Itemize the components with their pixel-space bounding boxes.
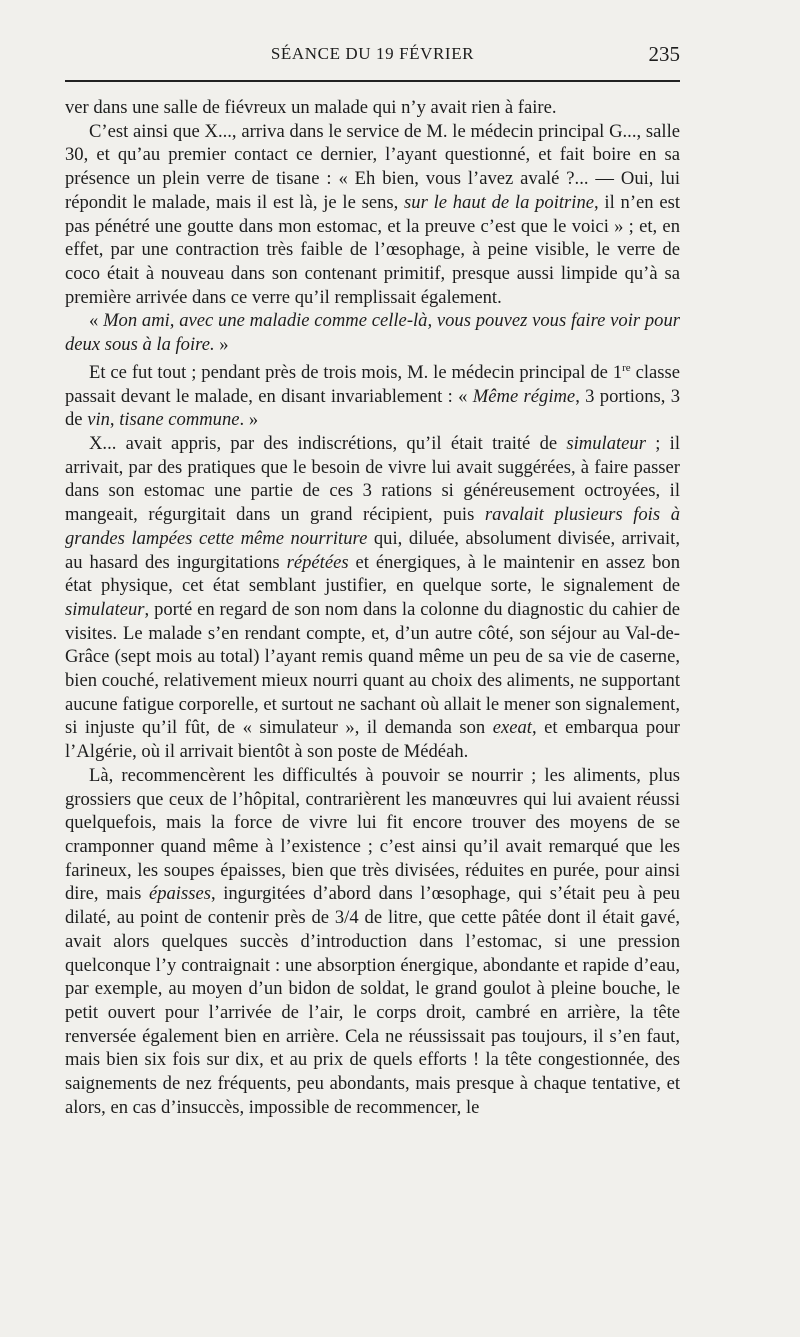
text-run: » xyxy=(214,334,229,356)
text-run: Là, recommencèrent les difficultés à pouvoir se nourrir ; les aliments, plus grossiers que ceux de l’hôpital, contrarièrent les manœuvres qui lui avaient réussi quelquefois, mais la force de vivre lui fit encore trouver des moyens de se cramponner quand même à l’existence ; c’est ainsi qu’il avait remarqué que les farineux, les soupes épaisses, bien que très divisées, réduites en purée, pour ainsi dire, mais xyxy=(65,764,680,905)
page-number: 235 xyxy=(648,42,680,66)
text-run: « xyxy=(89,310,104,332)
paragraph xyxy=(65,357,680,432)
body-text xyxy=(65,96,680,1119)
italic-run: exeat xyxy=(492,717,532,739)
italic-run: répétées xyxy=(286,551,349,573)
page-header xyxy=(65,44,680,74)
text-run: . » xyxy=(239,409,259,431)
paragraph xyxy=(65,764,680,1120)
paragraph xyxy=(65,309,680,356)
running-title: SÉANCE DU 19 FÉVRIER xyxy=(270,44,475,63)
text-run: X... avait appris, par des indiscrétions, qu’il était traité de xyxy=(89,433,567,455)
italic-run: sur le haut de la poitrine xyxy=(404,191,595,213)
text-run: ; il arrivait, par des pratiques que le besoin de vivre lui avait suggérées, à faire passer dans son estomac une partie de ces 3 rations si généreusement octroyées, il mangeait, régurgitait dans un grand récipient, puis xyxy=(65,433,680,526)
italic-run: simulateur xyxy=(566,433,646,455)
text-run: , xyxy=(109,409,120,431)
italic-run: simulateur xyxy=(65,598,145,620)
paragraph xyxy=(65,432,680,764)
text-run: , et embarqua pour l’Algérie, où il arrivait bientôt à son poste de Médéah. xyxy=(65,717,680,763)
text-run: Et ce fut tout ; pendant près de trois mois, M. le médecin principal de 1 xyxy=(89,361,623,383)
text-run: C’est ainsi que X..., arriva dans le service de M. le médecin principal G..., salle 30, et qu’au premier contact ce dernier, l’ayant questionné, et fait boire en sa présence un plein verre de tisane : « Eh bien, vous l’avez avalé ?... — Oui, lui répondit le malade, mais il est là, je le sens, xyxy=(65,120,680,213)
text-run: , ingurgitées d’abord dans l’œsophage, qui s’était peu à peu dilaté, au point de contenir près de 3/4 de litre, que cette pâtée dont il était gavé, avait alors quelques succès d’introduction dans l’estomac, si une pression quelconque l’y contraignait : une absorption énergique, abondante et rapide d’eau, par exemple, au moyen d’un bidon de soldat, le grand goulot à pleine bouche, le petit ouvert pour l’arrivée de l’air, le corps droit, cambré en arrière, la tête renversée également bien en arrière. Cela ne réussissait pas toujours, il s’en faut, mais bien six fois sur dix, et au prix de quels efforts ! la tête congestionnée, des saignements de nez fréquents, peu abondants, mais presque à chaque tentative, et alors, en cas d’insuccès, impossible de recommencer, le xyxy=(65,883,680,1118)
italic-run: Même régime xyxy=(472,385,576,407)
text-run: qui, diluée, absolument divisée, arrivait, au hasard des ingurgitations xyxy=(65,527,680,573)
superscript-run: re xyxy=(622,361,631,374)
italic-run: ravalait plusieurs fois à grandes lampées cette même nourriture xyxy=(65,504,680,549)
italic-run: Mon ami, avec une maladie comme celle-là, vous pouvez vous faire voir pour deux sous à la foire. xyxy=(65,310,680,356)
header-rule xyxy=(65,80,680,82)
italic-run: tisane commune xyxy=(119,409,240,431)
text-run: ver dans une salle de fiévreux un malade qui n’y avait rien à faire. xyxy=(65,97,557,118)
text-run: , 3 portions, 3 de xyxy=(65,385,681,431)
italic-run: vin xyxy=(87,409,110,431)
text-run: et énergiques, à le maintenir en assez bon état physique, cet état semblant justifier, en quelque sorte, le signalement de xyxy=(65,551,680,597)
paragraph xyxy=(65,96,680,120)
text-run: , il n’en est pas pénétré une goutte dans mon estomac, et la preuve c’est que le voici » ; et, en effet, par une contraction très faible de l’œsophage, à peine visible, le verre de coco était à nouveau dans son contenant primitif, presque aussi limpide qu’à sa première arrivée dans ce verre qu’il remplissait également. xyxy=(65,191,680,308)
italic-run: épaisses xyxy=(148,883,211,905)
text-run: , porté en regard de son nom dans la colonne du diagnostic du cahier de visites. Le malade s’en rendant compte, et, d’un autre côté, son séjour au Val-de-Grâce (sept mois au total) l’ayant remis quand même un peu de sa vie de caserne, bien couché, relativement mieux nourri quant au choix des aliments, ne supportant aucune fatigue corporelle, et surtout ne sachant où allait le mener son signalement, si injuste qu’il fût, de « simulateur », il demanda son xyxy=(65,598,680,739)
text-run: classe passait devant le malade, en disant invariablement : « xyxy=(65,361,680,407)
paragraph xyxy=(65,120,680,310)
